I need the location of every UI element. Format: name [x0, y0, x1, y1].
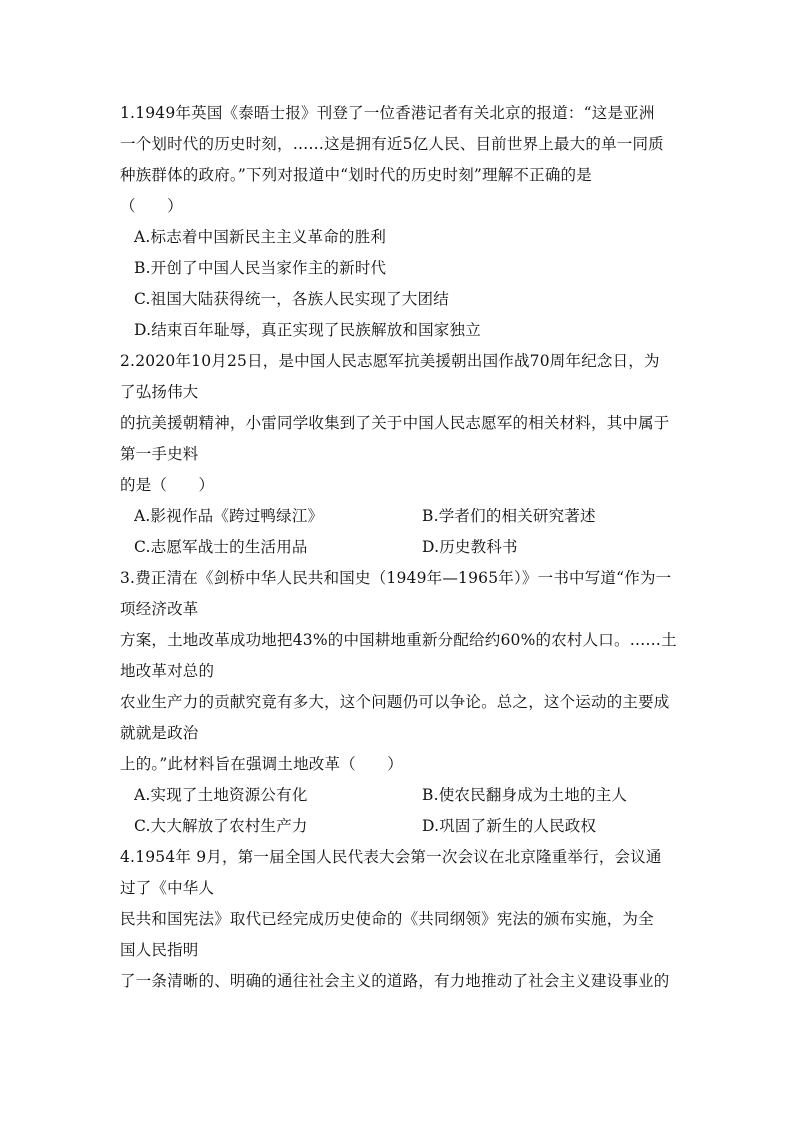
question-1-option-b: B.开创了中国人民当家作主的新时代 [134, 259, 387, 277]
question-2-option-c: C.志愿军战士的生活用品 [134, 538, 308, 556]
question-4-stem-line: 民共和国宪法》取代已经完成历史使命的《共同纲领》宪法的颁布实施，为全 [120, 910, 654, 928]
question-4 [120, 842, 680, 997]
question-3-option-d: D.巩固了新生的人民政权 [422, 817, 597, 835]
question-2-stem-line: 的抗美援朝精神，小雷同学收集到了关于中国人民志愿军的相关材料，其中属于 [120, 414, 670, 432]
question-2-option-d: D.历史教科书 [422, 538, 518, 556]
question-3-stem-line: 上的。”此材料旨在强调土地改革（ ） [120, 755, 403, 773]
question-4-stem-line: 过了《中华人 [120, 879, 215, 897]
question-2 [120, 346, 680, 563]
question-4-stem-line: 4.1954年 9月，第一届全国人民代表大会第一次会议在北京隆重举行，会议通 [120, 848, 662, 866]
question-1-option-a: A.标志着中国新民主主义革命的胜利 [134, 228, 387, 246]
question-2-option-b: B.学者们的相关研究著述 [422, 507, 596, 525]
question-4-stem-line: 了一条清晰的、明确的通往社会主义的道路，有力地推动了社会主义建设事业的 [120, 972, 670, 990]
question-3-stem-line: 方案，土地改革成功地把43%的中国耕地重新分配给约60%的农村人口。……土 [120, 631, 677, 649]
question-2-options-row [120, 501, 680, 532]
question-2-option-a: A.影视作品《跨过鸭绿江》 [134, 507, 324, 525]
question-1 [120, 98, 680, 346]
question-4-stem-line: 国人民指明 [120, 941, 199, 959]
question-3-option-a: A.实现了土地资源公有化 [134, 786, 308, 804]
question-2-options-row [120, 532, 680, 563]
question-2-stem-line: 2.2020年10月25日，是中国人民志愿军抗美援朝出国作战70周年纪念日，为 [120, 352, 660, 370]
question-1-stem-line: 种族群体的政府。”下列对报道中“划时代的历史时刻”理解不正确的是 [120, 166, 592, 184]
question-3-stem-line: 3.费正清在《剑桥中华人民共和国史（1949年—1965年）》一书中写道“作为一 [120, 569, 672, 587]
question-1-answer-blank: （ ） [120, 197, 183, 215]
question-3-options-row [120, 811, 680, 842]
question-1-option-d: D.结束百年耻辱，真正实现了民族解放和国家独立 [134, 321, 481, 339]
question-3-option-c: C.大大解放了农村生产力 [134, 817, 308, 835]
question-3-stem-line: 就就是政治 [120, 724, 199, 742]
question-1-option-c: C.祖国大陆获得统一，各族人民实现了大团结 [134, 290, 449, 308]
question-3-stem-line: 农业生产力的贡献究竟有多大，这个问题仍可以争论。总之，这个运动的主要成 [120, 693, 670, 711]
question-3 [120, 563, 680, 842]
question-1-stem-line: 一个划时代的历史时刻，……这是拥有近5亿人民、目前世界上最大的单一同质 [120, 135, 664, 153]
question-3-stem-line: 项经济改革 [120, 600, 199, 618]
question-3-stem-line: 地改革对总的 [120, 662, 215, 680]
question-1-stem-line: 1.1949年英国《泰晤士报》刊登了一位香港记者有关北京的报道：“这是亚洲 [120, 104, 655, 122]
question-2-stem-line: 第一手史料 [120, 445, 199, 463]
question-3-option-b: B.使农民翻身成为土地的主人 [422, 786, 628, 804]
question-3-options-row [120, 780, 680, 811]
question-2-stem-line: 了弘扬伟大 [120, 383, 199, 401]
question-content [120, 98, 680, 997]
question-2-stem-line: 的是（ ） [120, 476, 215, 494]
